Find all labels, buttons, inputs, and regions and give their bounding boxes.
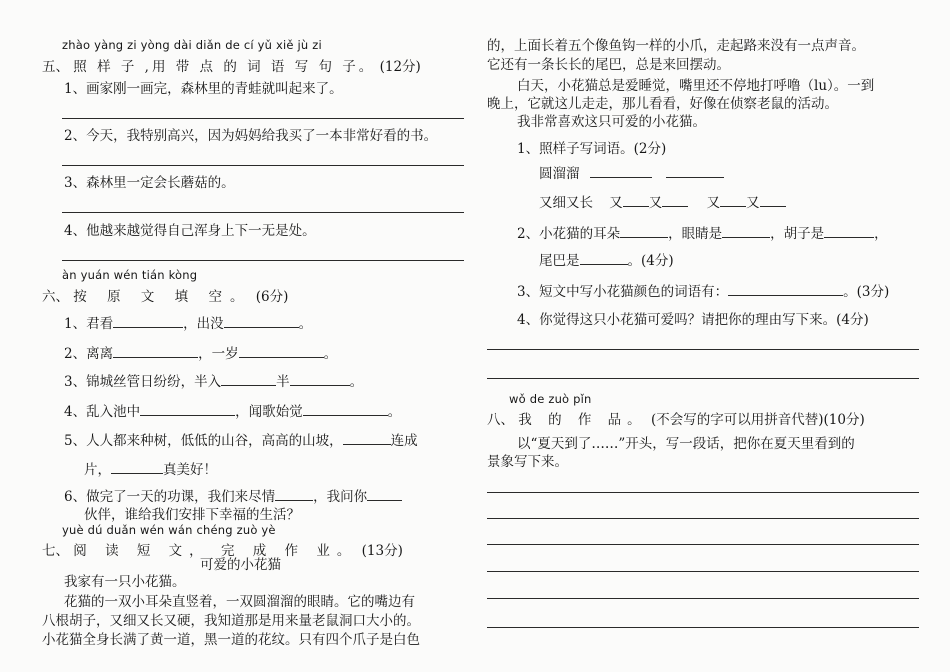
q-text: 3、锦城丝管日纷纷，半入 <box>64 374 222 390</box>
q-text: 又 <box>648 195 663 211</box>
writing-line[interactable] <box>487 544 919 545</box>
q-text: 4、乱入池中 <box>64 404 141 420</box>
blank-field[interactable] <box>224 327 299 328</box>
q-text: ，一岁 <box>198 346 239 362</box>
section-8-heading <box>487 408 865 428</box>
reading-question-4: 4、你觉得这只小花猫可爱吗？请把你的理由写下来。(4分) <box>517 312 869 328</box>
blank-field[interactable] <box>662 206 688 207</box>
q-text: 。 <box>298 316 313 332</box>
q-text: 6、做完了一天的功课，我们来尽情 <box>64 489 276 505</box>
s6-question-6 <box>64 488 402 506</box>
section-8-prompt-cont: 景象写下来。 <box>487 454 568 470</box>
section-7-score: (13分) <box>361 543 403 559</box>
section-6-title: 按 原 文 填 空。 <box>73 289 252 305</box>
story-paragraph-4: 我非常喜欢这只可爱的小花猫。 <box>517 114 706 130</box>
blank-field[interactable] <box>666 177 724 178</box>
q-text: ， <box>874 226 888 242</box>
s6-question-4 <box>64 403 401 421</box>
story-line: 花猫的一双小耳朵直竖着，一双圆溜溜的眼睛。它的嘴边有 <box>64 594 415 610</box>
q-text: ，胡子是 <box>770 226 825 242</box>
q-text: ，我问你 <box>313 489 368 505</box>
blank-field[interactable] <box>303 415 388 416</box>
s5-question-3: 3、森林里一定会长蘑菇的。 <box>64 175 235 191</box>
s6-question-2 <box>64 345 337 363</box>
writing-line[interactable] <box>487 598 919 599</box>
blank-field[interactable] <box>113 327 183 328</box>
blank-field[interactable] <box>824 237 874 238</box>
blank-field[interactable] <box>760 206 786 207</box>
blank-field[interactable] <box>113 357 198 358</box>
answer-line[interactable] <box>487 349 919 350</box>
q-text: 2、小花猫的耳朵 <box>517 226 621 242</box>
s6-question-5-cont <box>84 461 217 479</box>
story-line: 的，上面长着五个像鱼钩一样的小爪，走起路来没有一点声音。 <box>487 38 865 54</box>
q-text: 又 <box>706 195 721 211</box>
story-line: 白天，小花猫总是爱睡觉，嘴里还不停地打呼噜（lu）。一到 <box>517 78 875 94</box>
s6-question-3 <box>64 373 363 391</box>
section-7-number: 七、 <box>42 543 69 559</box>
section-5-heading <box>42 55 421 75</box>
blank-field[interactable] <box>367 500 402 501</box>
q-text: 片， <box>84 462 111 478</box>
s6-question-1 <box>64 315 312 333</box>
blank-field[interactable] <box>728 295 843 296</box>
q-text: 。 <box>323 346 338 362</box>
story-line: 八根胡子，又细又长又硬，我知道那是用来量老鼠洞口大小的。 <box>42 613 420 629</box>
s6-question-5 <box>64 432 418 450</box>
blank-field[interactable] <box>720 206 746 207</box>
q-text: 。(4分) <box>627 253 674 269</box>
reading-question-3 <box>517 283 889 301</box>
answer-line[interactable] <box>62 260 464 261</box>
q-text: 2、离离 <box>64 346 114 362</box>
story-line: 它还有一条长长的尾巴，总是来回摆动。 <box>487 57 730 73</box>
q-text: 又 <box>746 195 760 211</box>
blank-field[interactable] <box>580 264 628 265</box>
answer-line[interactable] <box>62 118 464 119</box>
blank-field[interactable] <box>343 444 391 445</box>
reading-q1-example-2 <box>539 194 786 212</box>
section-6-score: (6分) <box>255 289 289 305</box>
q-text: ，闻歌始觉 <box>235 404 303 420</box>
story-line: 晚上，它就这儿走走，那儿看看，好像在侦察老鼠的活动。 <box>487 96 838 112</box>
reading-question-2-cont <box>539 252 674 270</box>
reading-question-1: 1、照样子写词语。(2分) <box>517 141 667 157</box>
section-6-number: 六、 <box>42 289 69 305</box>
writing-line[interactable] <box>487 571 919 572</box>
blank-field[interactable] <box>111 473 163 474</box>
answer-line[interactable] <box>62 165 464 166</box>
s5-question-4: 4、他越来越觉得自己浑身上下一无是处。 <box>64 223 316 239</box>
section-5-title: 照 样 子 ,用 带 点 的 词 语 写 句 子。 <box>73 59 376 75</box>
example-word: 又细又长 <box>539 195 593 211</box>
blank-field[interactable] <box>275 500 313 501</box>
answer-line[interactable] <box>62 212 464 213</box>
writing-line[interactable] <box>487 492 919 493</box>
q-text: 。(3分) <box>843 284 890 300</box>
section-8-note: (不会写的字可以用拼音代替)(10分) <box>650 412 865 428</box>
q-text: 。 <box>387 404 402 420</box>
q-text: 5、人人都来种树，低低的山谷，高高的山坡， <box>64 433 343 449</box>
blank-field[interactable] <box>590 177 652 178</box>
reading-q1-example-1 <box>539 165 724 183</box>
writing-line[interactable] <box>487 627 919 628</box>
q-text: 又 <box>609 195 623 211</box>
section-5-number: 五、 <box>42 59 69 75</box>
blank-field[interactable] <box>290 385 350 386</box>
reading-question-2 <box>517 225 888 243</box>
story-paragraph-1: 我家有一只小花猫。 <box>64 574 186 590</box>
s5-question-1: 1、画家刚一画完，森林里的青蛙就叫起来了。 <box>64 81 343 97</box>
pinyin-section-5: zhào yàng zi yòng dài diǎn de cí yǔ xiě jù zi <box>62 38 322 52</box>
blank-field[interactable] <box>239 357 324 358</box>
q-text: 真美好！ <box>163 462 217 478</box>
q-text: ，出没 <box>183 316 224 332</box>
q-text: 1、君看 <box>64 316 114 332</box>
pinyin-section-8: wǒ de zuò pǐn <box>509 392 592 406</box>
s6-question-6-cont: 伙伴，谁给我们安排下幸福的生活？ <box>84 507 300 523</box>
section-8-prompt: 以“夏天到了……”开头，写一段话，把你在夏天里看到的 <box>517 436 855 452</box>
section-7-title: 阅 读 短 文， 完 成 作 业。 <box>73 543 358 559</box>
pinyin-section-6: àn yuán wén tián kòng <box>62 268 198 282</box>
pinyin-section-7: yuè dú duǎn wén wán chéng zuò yè <box>62 523 276 537</box>
blank-field[interactable] <box>140 415 235 416</box>
q-text: 半 <box>276 374 290 390</box>
section-8-number: 八、 <box>487 412 514 428</box>
blank-field[interactable] <box>722 237 770 238</box>
q-text: 。 <box>349 374 364 390</box>
blank-field[interactable] <box>623 206 649 207</box>
section-8-title: 我 的 作 品。 <box>518 412 647 428</box>
q-text: 3、短文中写小花猫颜色的词语有： <box>517 284 729 300</box>
q-text: 连成 <box>390 433 418 449</box>
example-word: 圆溜溜 <box>539 166 580 182</box>
story-line: 小花猫全身长满了黄一道，黑一道的花纹。只有四个爪子是白色 <box>42 632 420 648</box>
section-5-score: (12分) <box>379 59 421 75</box>
blank-field[interactable] <box>620 237 668 238</box>
q-text: ，眼睛是 <box>668 226 723 242</box>
blank-field[interactable] <box>221 385 276 386</box>
s5-question-2: 2、今天，我特别高兴，因为妈妈给我买了一本非常好看的书。 <box>64 128 438 144</box>
section-6-heading <box>42 285 288 305</box>
writing-line[interactable] <box>487 518 919 519</box>
story-title: 可爱的小花猫 <box>200 557 281 573</box>
answer-line[interactable] <box>487 378 919 379</box>
q-text: 尾巴是 <box>539 253 580 269</box>
